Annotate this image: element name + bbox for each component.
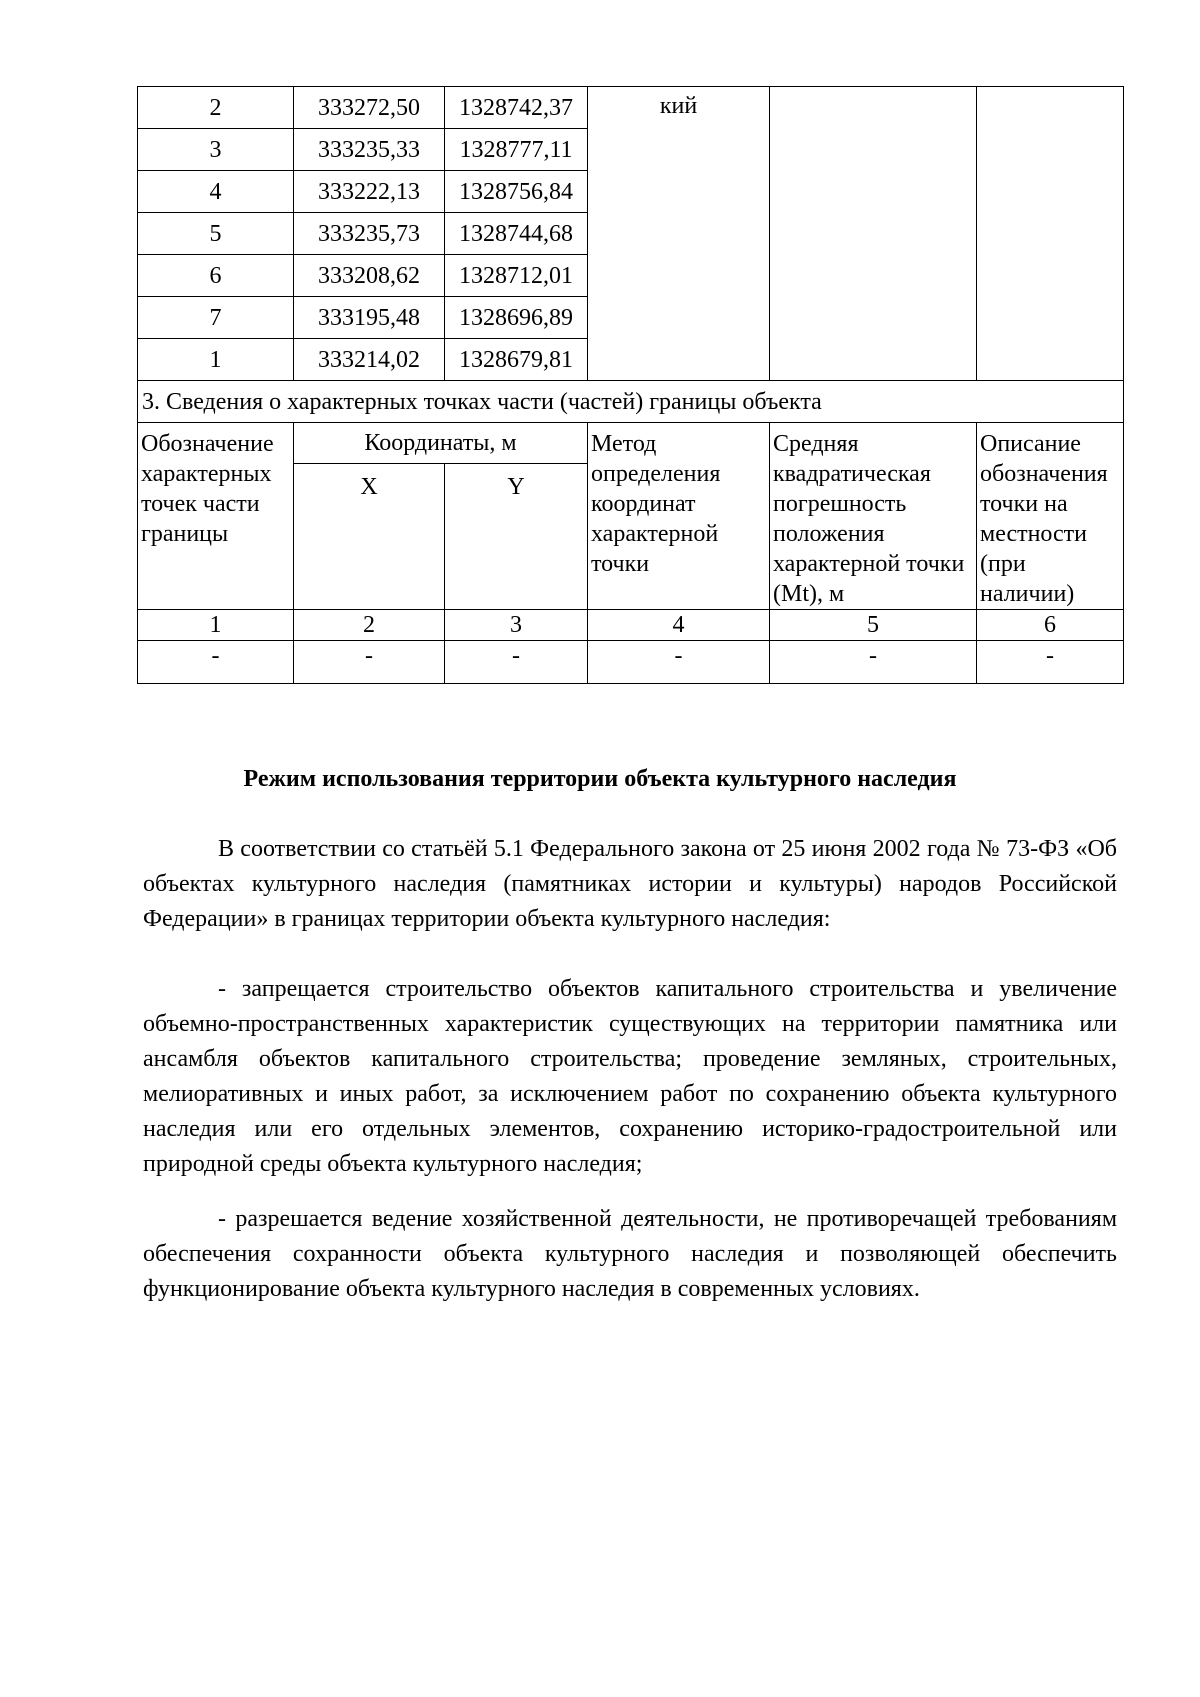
paragraph: - запрещается строительство объектов капитального строительства и увеличение объемно-пространственных характеристик существующих на территории памятника или ансамбля объектов капитального строительства; проведение земляных, строительных, мелиоративных и иных работ, за исключением работ по сохранению объекта культурного наследия или его отдельных элементов, сохранению историко-градостроительной или природной среды объекта культурного наследия; (143, 976, 1117, 1177)
paragraph: - разрешается ведение хозяйственной деятельности, не противоречащей требованиям обеспечения сохранности объекта культурного наследия и позволяющей обеспечить функционирование объекта культурного наследия в современных условиях. (143, 1206, 1117, 1302)
header-description: Описание обозначения точки на местности (при наличии) (977, 423, 1124, 610)
coord-x: 333214,02 (294, 339, 445, 381)
point-number: 5 (138, 213, 294, 255)
point-number: 6 (138, 255, 294, 297)
section-row (138, 381, 1124, 423)
section-title: Режим использования территории объекта культурного наследия (243, 766, 957, 792)
coord-x: 333195,48 (294, 297, 445, 339)
method-cell: кий (588, 87, 770, 381)
header-error: Средняя квадратическая погрешность положения характерной точки (Mt), м (770, 423, 977, 610)
column-number: 3 (445, 610, 588, 641)
header-row (138, 423, 1124, 464)
coord-y: 1328679,81 (445, 339, 588, 381)
coord-y: 1328756,84 (445, 171, 588, 213)
column-number-row (138, 610, 1124, 641)
column-number: 5 (770, 610, 977, 641)
column-number: 1 (138, 610, 294, 641)
error-cell (770, 87, 977, 381)
section3-title: 3. Сведения о характерных точках части (частей) границы объекта (138, 381, 1124, 423)
coord-x: 333235,33 (294, 129, 445, 171)
paragraph: В соответствии со статьёй 5.1 Федерального закона от 25 июня 2002 года № 73-ФЗ «Об объектах культурного наследия (памятниках истории и культуры) народов Российской Федерации» в границах территории объекта культурного наследия: (143, 836, 1117, 932)
header-x: X (294, 463, 445, 609)
coord-y: 1328696,89 (445, 297, 588, 339)
header-designation: Обозначение характерных точек части границы (138, 423, 294, 610)
coord-y: 1328712,01 (445, 255, 588, 297)
coord-y: 1328777,11 (445, 129, 588, 171)
point-number: 1 (138, 339, 294, 381)
header-method: Метод определения координат характерной точки (588, 423, 770, 610)
header-y: Y (445, 463, 588, 609)
coord-x: 333235,73 (294, 213, 445, 255)
coord-x: 333272,50 (294, 87, 445, 129)
header-coordinates: Координаты, м (294, 423, 588, 464)
coord-x: 333222,13 (294, 171, 445, 213)
column-number: 4 (588, 610, 770, 641)
empty-cell: - (445, 641, 588, 684)
coord-x: 333208,62 (294, 255, 445, 297)
coordinates-table (137, 86, 1124, 684)
column-number: 2 (294, 610, 445, 641)
empty-cell: - (138, 641, 294, 684)
column-number: 6 (977, 610, 1124, 641)
point-number: 2 (138, 87, 294, 129)
table-row (138, 87, 1124, 129)
empty-cell: - (588, 641, 770, 684)
empty-cell: - (977, 641, 1124, 684)
coord-y: 1328742,37 (445, 87, 588, 129)
point-number: 7 (138, 297, 294, 339)
empty-row (138, 641, 1124, 684)
coord-y: 1328744,68 (445, 213, 588, 255)
point-number: 4 (138, 171, 294, 213)
point-number: 3 (138, 129, 294, 171)
empty-cell: - (770, 641, 977, 684)
empty-cell: - (294, 641, 445, 684)
description-cell (977, 87, 1124, 381)
